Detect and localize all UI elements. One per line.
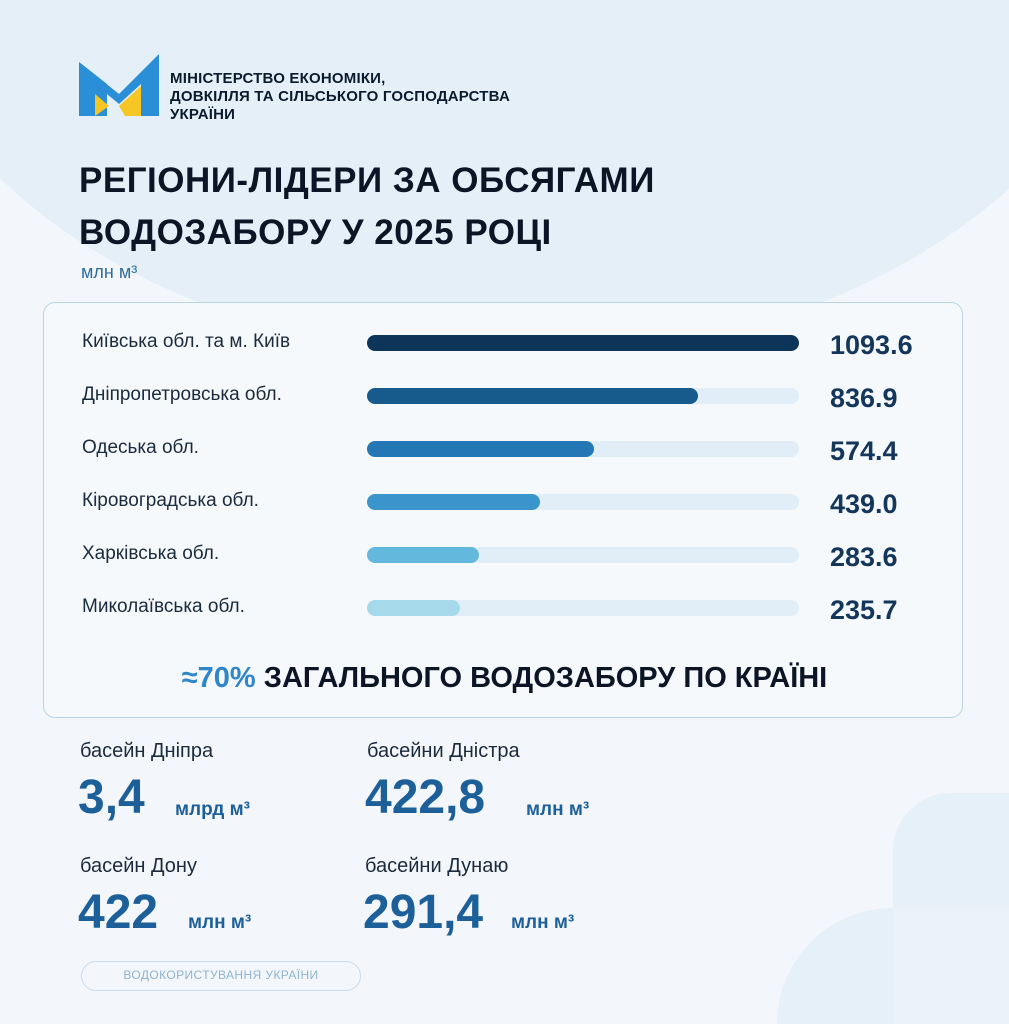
ministry-line: ДОВКІЛЛЯ ТА СІЛЬСЬКОГО ГОСПОДАРСТВА <box>170 88 510 105</box>
footer-tag: ВОДОКОРИСТУВАННЯ УКРАЇНИ <box>81 961 361 991</box>
basin-label: басейни Дунаю <box>365 855 509 877</box>
basin-value: 422,8 <box>365 771 486 824</box>
category-label: Харківська обл. <box>82 543 220 564</box>
title-line: РЕГІОНИ-ЛІДЕРИ ЗА ОБСЯГАМИ <box>79 161 655 200</box>
chart-title <box>79 155 655 259</box>
ministry-line: УКРАЇНИ <box>170 106 236 123</box>
category-label: Дніпропетровська обл. <box>82 384 282 405</box>
basin-unit: млн м³ <box>511 912 575 933</box>
bar <box>367 547 479 563</box>
value-label: 283.6 <box>830 542 898 572</box>
basin-label: басейн Дніпра <box>80 740 214 762</box>
bar <box>367 494 540 510</box>
basin-unit: млн м³ <box>526 799 590 820</box>
summary-percent: ≈70% <box>181 662 256 694</box>
summary-text <box>0 662 1009 695</box>
value-label: 1093.6 <box>830 330 913 360</box>
value-label: 235.7 <box>830 595 898 625</box>
category-label: Миколаївська обл. <box>82 596 245 617</box>
category-label: Київська обл. та м. Київ <box>82 331 291 352</box>
basin-value: 3,4 <box>78 771 145 824</box>
basin-unit: млрд м³ <box>175 799 250 820</box>
corner-decoration <box>893 908 1009 1024</box>
category-label: Одеська обл. <box>82 437 199 458</box>
bar-track <box>367 335 799 351</box>
basin-label: басейни Дністра <box>367 740 520 762</box>
ministry-logo-icon <box>79 54 159 120</box>
ministry-name <box>170 70 510 124</box>
title-line: ВОДОЗАБОРУ У 2025 РОЦІ <box>79 213 552 252</box>
bar-track <box>367 494 799 510</box>
category-label: Кіровоградська обл. <box>82 490 259 511</box>
corner-decoration <box>777 908 893 1024</box>
bar <box>367 441 594 457</box>
bar <box>367 335 799 351</box>
bar <box>367 600 460 616</box>
value-label: 836.9 <box>830 383 898 413</box>
bar-track <box>367 388 799 404</box>
basin-unit: млн м³ <box>188 912 252 933</box>
bar <box>367 388 698 404</box>
value-label: 574.4 <box>830 436 898 466</box>
basin-label: басейн Дону <box>80 855 197 877</box>
ministry-line: МІНІСТЕРСТВО ЕКОНОМІКИ, <box>170 70 386 87</box>
basin-value: 422 <box>78 886 159 939</box>
unit-label: млн м³ <box>81 262 138 282</box>
corner-decoration <box>893 793 1009 909</box>
bar-track <box>367 547 799 563</box>
bar-track <box>367 600 799 616</box>
bar-track <box>367 441 799 457</box>
summary-caption: ЗАГАЛЬНОГО ВОДОЗАБОРУ ПО КРАЇНІ <box>263 662 828 694</box>
value-label: 439.0 <box>830 489 898 519</box>
basin-value: 291,4 <box>363 886 484 939</box>
